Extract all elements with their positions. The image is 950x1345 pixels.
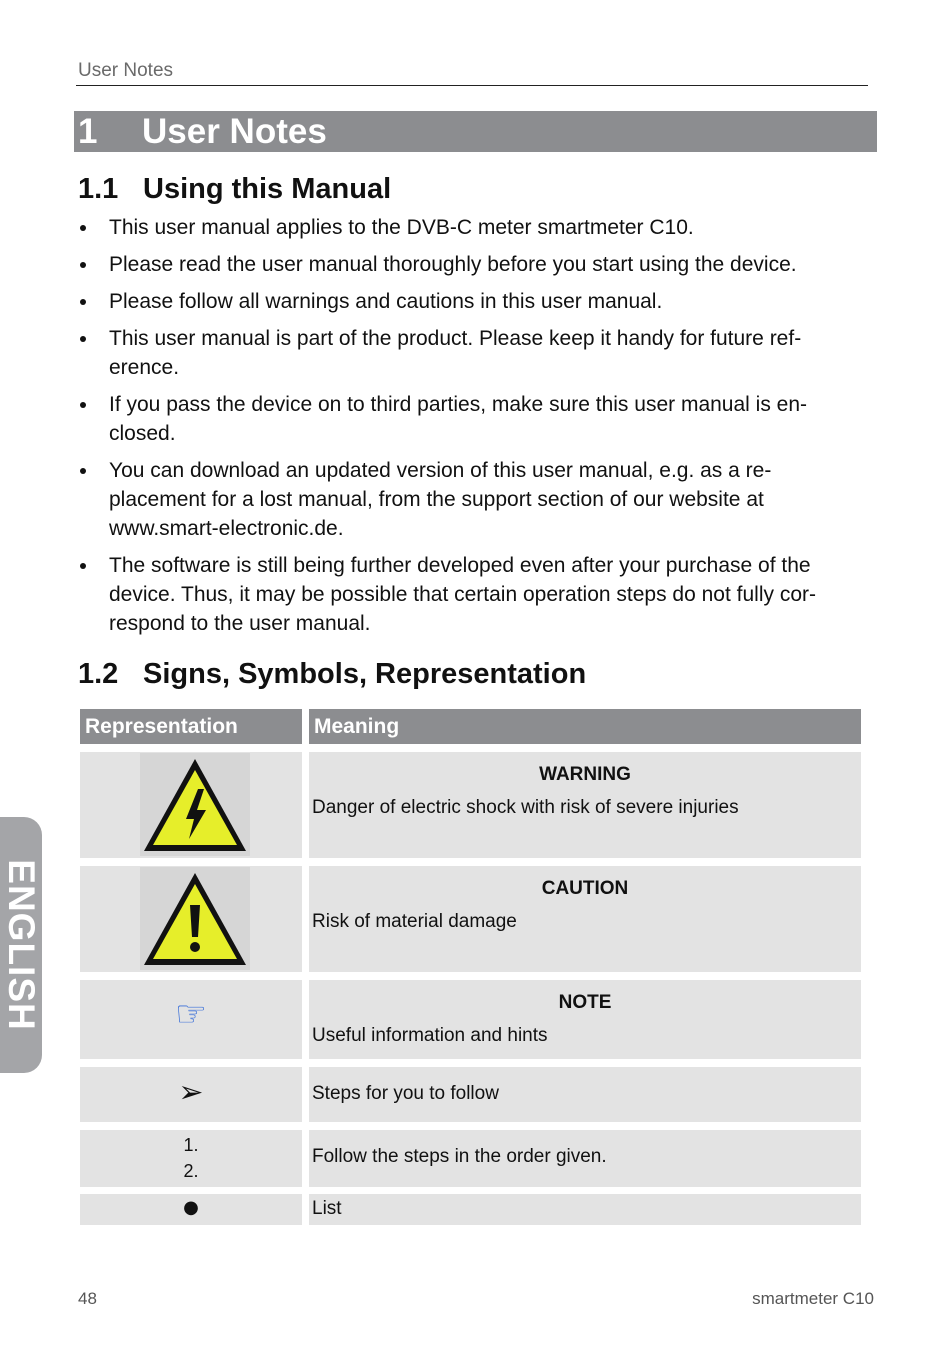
table-header-cell — [309, 709, 861, 744]
electric-shock-warning-icon — [140, 753, 250, 856]
section-title: Signs, Symbols, Representation — [143, 658, 587, 690]
table-header-cell — [80, 709, 302, 744]
meaning-title: CAUTION — [541, 878, 629, 899]
bullet-dot-icon — [80, 336, 86, 342]
list-item-line: You can download an updated version of this user manual, e.g. as a re- — [109, 459, 772, 482]
chapter-title: User Notes — [142, 112, 327, 151]
list-item — [78, 551, 878, 638]
step-marker-1: 1. — [183, 1135, 199, 1155]
header-rule — [76, 85, 868, 86]
list-item — [78, 213, 878, 242]
caution-exclamation-icon — [140, 867, 250, 970]
table-header-row — [80, 709, 862, 744]
meaning-text: Danger of electric shock with risk of severe injuries — [312, 797, 739, 818]
header-meaning: Meaning — [314, 715, 400, 738]
bullet-dot-icon — [80, 225, 86, 231]
meaning-cell — [309, 1130, 861, 1187]
meaning-cell — [309, 1194, 861, 1225]
language-side-tab — [0, 817, 42, 1073]
list-item-line: erence. — [109, 356, 180, 379]
product-name: smartmeter C10 — [752, 1289, 874, 1308]
table-row-list — [80, 1194, 862, 1225]
list-item-line: The software is still being further developed even after your purchase of the — [109, 554, 811, 577]
list-item-line: This user manual is part of the product. Please keep it handy for future ref- — [109, 327, 802, 350]
bullet-dot-icon — [80, 563, 86, 569]
bullet-list — [78, 213, 878, 646]
list-item — [78, 390, 878, 448]
meaning-text: Follow the steps in the order given. — [312, 1146, 607, 1167]
language-label: ENGLISH — [1, 859, 42, 1031]
list-item-line: If you pass the device on to third parties, make sure this user manual is en- — [109, 393, 808, 416]
running-header: User Notes — [78, 60, 174, 81]
table-row-note — [80, 980, 862, 1059]
meaning-text: Steps for you to follow — [312, 1083, 499, 1104]
representation-cell — [80, 1194, 302, 1225]
bullet-dot-icon — [80, 299, 86, 305]
list-item — [78, 287, 878, 316]
meaning-cell — [309, 866, 861, 972]
step-marker-2: 2. — [183, 1161, 199, 1181]
meaning-text: Useful information and hints — [312, 1025, 548, 1046]
bullet-dot-icon — [80, 402, 86, 408]
list-item-line: Please follow all warnings and cautions in this user manual. — [109, 290, 663, 313]
bullet-icon: ● — [183, 1197, 199, 1218]
list-item-line: respond to the user manual. — [109, 612, 371, 635]
chapter-heading-bar — [74, 111, 877, 152]
header-representation: Representation — [85, 715, 238, 738]
table-row-ordered — [80, 1130, 862, 1187]
meaning-title: WARNING — [539, 764, 631, 785]
section-number: 1.2 — [78, 658, 119, 690]
table-row-steps — [80, 1067, 862, 1122]
list-item-line: placement for a lost manual, from the support section of our website at — [109, 488, 764, 511]
representation-cell — [80, 980, 302, 1059]
representation-cell — [80, 1067, 302, 1122]
pointing-hand-icon: ☞ — [174, 994, 208, 1035]
list-item — [78, 250, 878, 279]
representation-cell — [80, 752, 302, 858]
list-item — [78, 456, 878, 543]
section-number: 1.1 — [78, 173, 119, 205]
meaning-cell — [309, 752, 861, 858]
table-row-caution — [80, 866, 862, 972]
list-item — [78, 324, 878, 382]
section-title: Using this Manual — [143, 173, 392, 205]
page-number: 48 — [78, 1289, 97, 1308]
table-row-warning — [80, 752, 862, 858]
list-item-line: Please read the user manual thoroughly before you start using the device. — [109, 253, 797, 276]
list-item-line: device. Thus, it may be possible that certain operation steps do not fully cor- — [109, 583, 816, 606]
list-item-line: closed. — [109, 422, 176, 445]
chapter-number: 1 — [78, 112, 98, 151]
meaning-text: List — [312, 1198, 342, 1219]
list-item-line: This user manual applies to the DVB-C meter smartmeter C10. — [109, 216, 694, 239]
bullet-dot-icon — [80, 468, 86, 474]
meaning-text: Risk of material damage — [312, 911, 517, 932]
meaning-cell — [309, 980, 861, 1059]
representation-cell — [80, 866, 302, 972]
list-item-line: www.smart-electronic.de. — [109, 517, 344, 540]
meaning-cell — [309, 1067, 861, 1122]
bullet-dot-icon — [80, 262, 86, 268]
meaning-title: NOTE — [558, 992, 612, 1013]
arrowhead-icon: ➢ — [178, 1075, 204, 1110]
representation-cell — [80, 1130, 302, 1187]
